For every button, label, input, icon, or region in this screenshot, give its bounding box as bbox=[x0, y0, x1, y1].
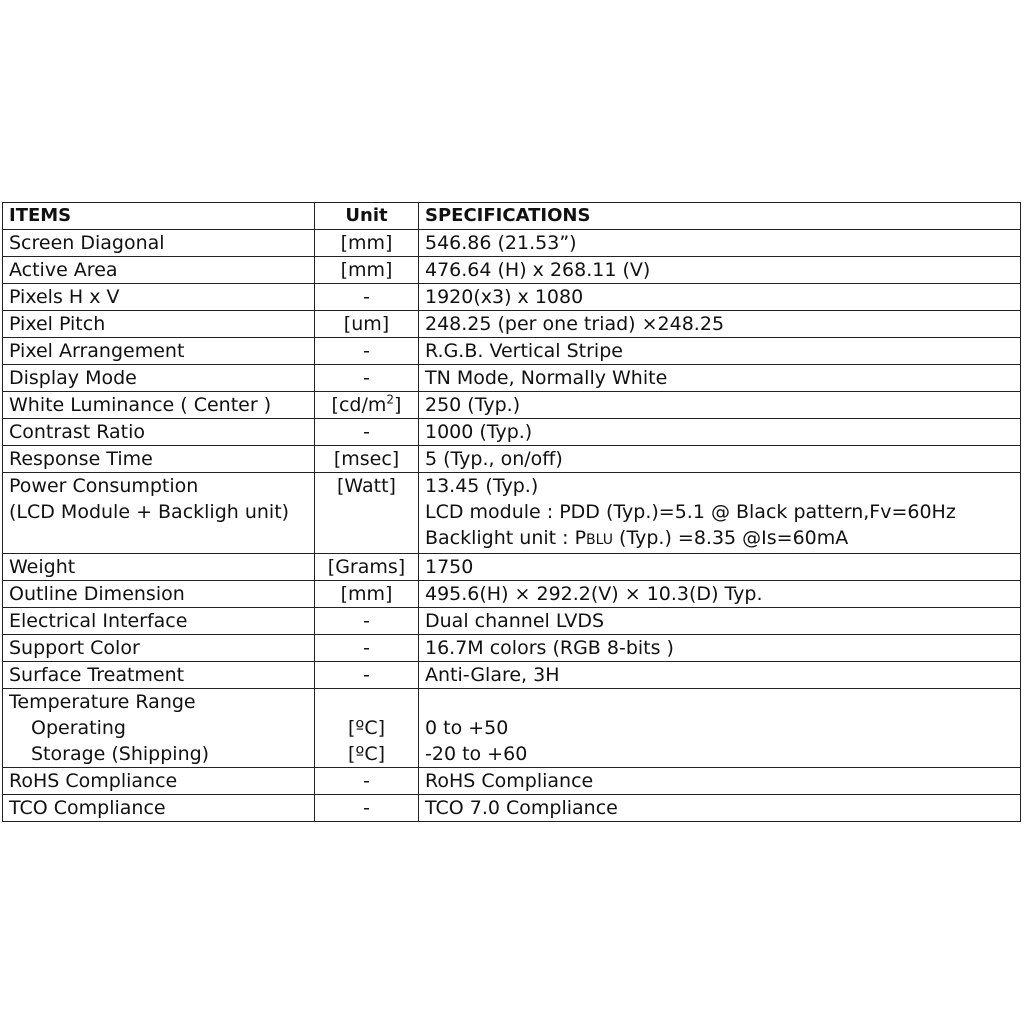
unit-line: [ºC] bbox=[347, 717, 386, 739]
item-cell: Pixels H x V bbox=[3, 284, 315, 311]
item-cell: TCO Compliance bbox=[3, 795, 315, 822]
table-row bbox=[3, 365, 1021, 392]
unit-cell: - bbox=[315, 795, 419, 822]
unit-line: [ºC] bbox=[347, 743, 386, 765]
unit-cell: - bbox=[315, 419, 419, 446]
table-row bbox=[3, 419, 1021, 446]
table-header-row bbox=[3, 203, 1021, 230]
unit-cell: [um] bbox=[315, 311, 419, 338]
item-cell bbox=[3, 689, 315, 768]
item-cell: Support Color bbox=[3, 635, 315, 662]
spec-cell: 495.6(H) × 292.2(V) × 10.3(D) Typ. bbox=[419, 581, 1021, 608]
unit-cell: [Watt] bbox=[315, 473, 419, 554]
item-cell: Screen Diagonal bbox=[3, 230, 315, 257]
item-cell: Outline Dimension bbox=[3, 581, 315, 608]
table-row bbox=[3, 768, 1021, 795]
unit-line-blank bbox=[317, 689, 416, 715]
table-row bbox=[3, 257, 1021, 284]
spec-cell: RoHS Compliance bbox=[419, 768, 1021, 795]
spec-cell: 1920(x3) x 1080 bbox=[419, 284, 1021, 311]
spec-line: 0 to +50 bbox=[425, 717, 509, 739]
item-cell: Contrast Ratio bbox=[3, 419, 315, 446]
unit-cell: - bbox=[315, 608, 419, 635]
spec-subscript: BLU bbox=[586, 532, 613, 548]
table-row bbox=[3, 392, 1021, 419]
item-cell: Surface Treatment bbox=[3, 662, 315, 689]
unit-cell bbox=[315, 392, 419, 419]
item-cell: Pixel Pitch bbox=[3, 311, 315, 338]
item-line: Storage (Shipping) bbox=[31, 743, 210, 765]
spec-cell: Anti-Glare, 3H bbox=[419, 662, 1021, 689]
table-row bbox=[3, 581, 1021, 608]
spec-cell: 16.7M colors (RGB 8-bits ) bbox=[419, 635, 1021, 662]
table-row bbox=[3, 554, 1021, 581]
spec-cell: 1000 (Typ.) bbox=[419, 419, 1021, 446]
spec-line bbox=[425, 525, 1014, 553]
unit-superscript: 2 bbox=[386, 392, 395, 407]
header-specifications: SPECIFICATIONS bbox=[419, 203, 1021, 230]
table-row bbox=[3, 795, 1021, 822]
spec-line: -20 to +60 bbox=[425, 743, 528, 765]
item-cell: White Luminance ( Center ) bbox=[3, 392, 315, 419]
spec-line: 13.45 (Typ.) bbox=[425, 475, 539, 497]
spec-cell: TCO 7.0 Compliance bbox=[419, 795, 1021, 822]
spec-cell: 476.64 (H) x 268.11 (V) bbox=[419, 257, 1021, 284]
spec-cell: 248.25 (per one triad) ×248.25 bbox=[419, 311, 1021, 338]
spec-line-blank bbox=[425, 689, 1014, 715]
spec-cell: R.G.B. Vertical Stripe bbox=[419, 338, 1021, 365]
header-unit: Unit bbox=[315, 203, 419, 230]
item-cell: Weight bbox=[3, 554, 315, 581]
unit-cell: [mm] bbox=[315, 581, 419, 608]
unit-base: [cd/m bbox=[331, 394, 387, 416]
spec-cell: 250 (Typ.) bbox=[419, 392, 1021, 419]
item-line: Operating bbox=[31, 717, 126, 739]
spec-cell bbox=[419, 473, 1021, 554]
table-row bbox=[3, 338, 1021, 365]
unit-cell: - bbox=[315, 365, 419, 392]
table-row bbox=[3, 608, 1021, 635]
unit-cell: [mm] bbox=[315, 257, 419, 284]
spec-cell: 5 (Typ., on/off) bbox=[419, 446, 1021, 473]
item-cell: RoHS Compliance bbox=[3, 768, 315, 795]
unit-cell: - bbox=[315, 662, 419, 689]
item-line: (LCD Module + Backligh unit) bbox=[9, 501, 290, 523]
item-cell: Pixel Arrangement bbox=[3, 338, 315, 365]
unit-cell: - bbox=[315, 635, 419, 662]
table-row bbox=[3, 473, 1021, 554]
table-row bbox=[3, 662, 1021, 689]
spec-cell: 546.86 (21.53”) bbox=[419, 230, 1021, 257]
unit-end: ] bbox=[394, 394, 402, 416]
unit-cell: - bbox=[315, 768, 419, 795]
unit-cell: [msec] bbox=[315, 446, 419, 473]
specifications-table bbox=[2, 202, 1021, 822]
spec-cell: 1750 bbox=[419, 554, 1021, 581]
spec-cell bbox=[419, 689, 1021, 768]
table-row bbox=[3, 284, 1021, 311]
table-row bbox=[3, 311, 1021, 338]
spec-cell: TN Mode, Normally White bbox=[419, 365, 1021, 392]
table-row bbox=[3, 689, 1021, 768]
item-cell: Active Area bbox=[3, 257, 315, 284]
unit-cell: [mm] bbox=[315, 230, 419, 257]
item-cell bbox=[3, 473, 315, 554]
unit-cell: - bbox=[315, 284, 419, 311]
spec-text: Backlight unit : P bbox=[425, 527, 587, 549]
item-cell: Display Mode bbox=[3, 365, 315, 392]
spec-cell: Dual channel LVDS bbox=[419, 608, 1021, 635]
unit-cell: [Grams] bbox=[315, 554, 419, 581]
unit-cell bbox=[315, 689, 419, 768]
item-line: Power Consumption bbox=[9, 475, 199, 497]
header-items: ITEMS bbox=[3, 203, 315, 230]
table-row bbox=[3, 635, 1021, 662]
table-row bbox=[3, 230, 1021, 257]
item-line: Temperature Range bbox=[9, 691, 196, 713]
item-cell: Response Time bbox=[3, 446, 315, 473]
spec-text: (Typ.) =8.35 @Is=60mA bbox=[613, 527, 849, 549]
unit-cell: - bbox=[315, 338, 419, 365]
table-row bbox=[3, 446, 1021, 473]
spec-line: LCD module : PDD (Typ.)=5.1 @ Black pattern,Fv=60Hz bbox=[425, 501, 956, 523]
item-cell: Electrical Interface bbox=[3, 608, 315, 635]
